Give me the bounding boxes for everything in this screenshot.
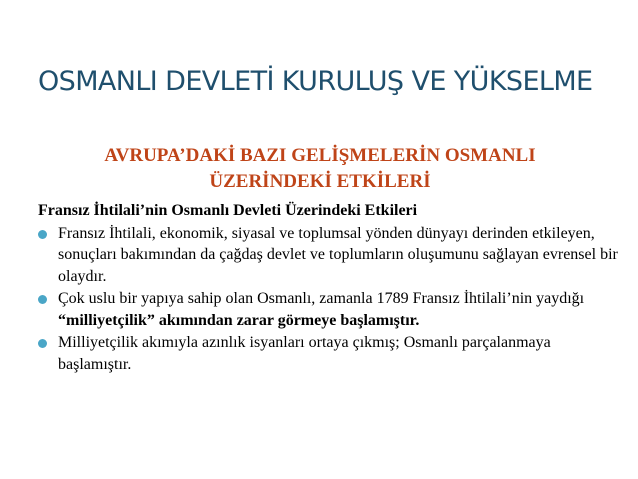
- bullet-text: Çok uslu bir yapıya sahip olan Osmanlı, zamanla 1789 Fransız İhtilali’nin yaydığı: [58, 290, 585, 307]
- bullet-dot-icon: [38, 295, 47, 304]
- bullet-list: [38, 223, 623, 376]
- bullet-dot-icon: [38, 339, 47, 348]
- bullet-dot-icon: [38, 230, 47, 239]
- bullet-item: [38, 223, 623, 288]
- bullet-item: [38, 332, 623, 375]
- slide-title: OSMANLI DEVLETİ KURULUŞ VE YÜKSELME: [38, 66, 593, 97]
- bullet-text: Fransız İhtilali, ekonomik, siyasal ve toplumsal yönden dünyayı derinden etkileyen, sonuçları bakımından da çağdaş devlet ve toplumların oluşumunu sağlayan evrensel bir olaydır.: [58, 224, 618, 285]
- bullet-text: Milliyetçilik akımıyla azınlık isyanları ortaya çıkmış; Osmanlı parçalanmaya başlamıştır.: [58, 334, 551, 373]
- subtitle-line-1: AVRUPA’DAKİ BAZI GELİŞMELERİN OSMANLI: [104, 145, 536, 166]
- bullet-text-emphasis: “milliyetçilik” akımından zarar görmeye başlamıştır.: [58, 311, 420, 329]
- bullet-item: [38, 288, 623, 331]
- section-heading: Fransız İhtilali’nin Osmanlı Devleti Üzerindeki Etkileri: [38, 202, 418, 219]
- subtitle-line-2: ÜZERİNDEKİ ETKİLERİ: [209, 171, 431, 192]
- slide-content: [38, 200, 623, 376]
- slide-subtitle: [40, 143, 600, 195]
